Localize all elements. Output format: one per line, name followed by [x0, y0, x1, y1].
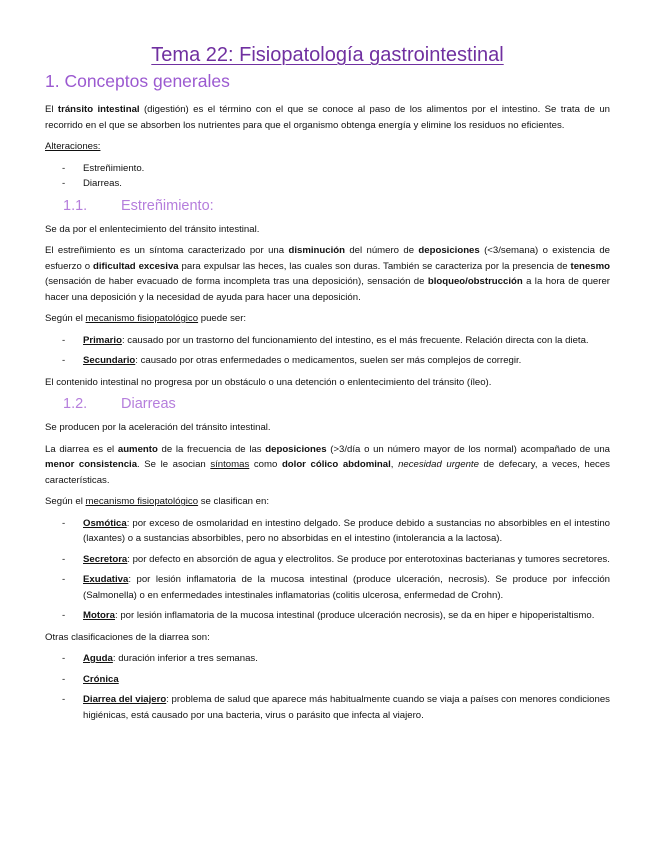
list-item: - Aguda: duración inferior a tres semanas. — [45, 651, 610, 667]
list-item: - Secretora: por defecto en absorción de agua y electrolitos. Se produce por enterotoxinas bacterianas y tumores secretores. — [45, 552, 610, 568]
intro-paragraph: El tránsito intestinal (digestión) es el término con el que se conoce al paso de los alimentos por el intestino. Se trata de un recorrido en el que se absorben los nutrientes para que el organismo obtenga energía y elimine los residuos no eficientes. — [45, 104, 610, 131]
diarreas-p3: Según el mecanismo fisiopatológico se clasifican en: — [45, 496, 270, 507]
diarreas-p2: La diarrea es el aumento de la frecuencia de las deposiciones (>3/día o un número mayor de los normal) acompañado de una menor consistencia. Se le asocian síntomas como dolor cólico abdominal, necesidad urgente de defecary, a veces, heces características. — [45, 443, 610, 486]
list-item: - Crónica — [45, 672, 610, 688]
alteraciones-list — [45, 161, 610, 192]
list-item: - Estreñimiento. — [45, 161, 610, 177]
list-item: - Motora: por lesión inflamatoria de la mucosa intestinal (produce ulceración necrosis), se da en hiper e hipoperistaltismo. — [45, 608, 610, 624]
estrenimiento-p4: El contenido intestinal no progresa por un obstáculo o una detención o enlentecimiento del tránsito (íleo). — [45, 376, 492, 388]
list-item: - Diarreas. — [45, 176, 610, 192]
list-item: - Diarrea del viajero: problema de salud que aparece más habitualmente cuando se viaja a países con menores condiciones higiénicas, está causado por una bacteria, virus o parásito que infecta al viajero. — [45, 692, 610, 723]
alteraciones-label: Alteraciones: — [45, 141, 101, 152]
list-item: - Exudativa: por lesión inflamatoria de la mucosa intestinal (produce ulceración, necrosis). Se produce por infección (Salmonella) o en enfermedades intestinales inflamatorias (colitis ulcerosa, enfermedad de Crohn). — [45, 572, 610, 603]
document-page — [45, 44, 610, 729]
estrenimiento-p2: El estreñimiento es un síntoma caracterizado por una disminución del número de deposiciones (<3/semana) o existencia de esfuerzo o dificultad excesiva para expulsar las heces, las cuales son duras. También se caracteriza por la presencia de tenesmo (sensación de haber evacuado de forma incompleta tras una deposición), sensación de bloqueo/obstrucción a la hora de querer hacer una deposición y la necesidad de ayuda para hacer una deposición. — [45, 245, 610, 303]
list-item: - Osmótica: por exceso de osmolaridad en intestino delgado. Se produce debido a sustancias no absorbibles en el intestino (laxantes) o a sustancias absorbibles, pero no absorbidas en el intestino (intolerancia a la lactosa). — [45, 516, 610, 547]
diarreas-p4: Otras clasificaciones de la diarrea son: — [45, 631, 210, 643]
list-item: - Primario: causado por un trastorno del funcionamiento del intestino, es el más frecuente. Relación directa con la dieta. — [45, 333, 610, 349]
estrenimiento-p3: Según el mecanismo fisiopatológico puede ser: — [45, 313, 247, 324]
section-heading-conceptos: 1. Conceptos generales — [45, 71, 230, 91]
diarreas-p1: Se producen por la aceleración del tránsito intestinal. — [45, 422, 271, 433]
estrenimiento-types-list — [45, 333, 610, 369]
subsection-heading-diarreas: 1.2. Diarreas — [63, 396, 176, 412]
page-title: Tema 22: Fisiopatología gastrointestinal — [151, 44, 504, 66]
subsection-heading-estrenimiento: 1.1. Estreñimiento: — [63, 197, 214, 214]
list-item: - Secundario: causado por otras enfermedades o medicamentos, suelen ser más complejos de corregir. — [45, 353, 610, 369]
diarreas-mechanism-list — [45, 516, 610, 624]
diarreas-other-list — [45, 651, 610, 723]
estrenimiento-p1: Se da por el enlentecimiento del tránsito intestinal. — [45, 223, 260, 235]
